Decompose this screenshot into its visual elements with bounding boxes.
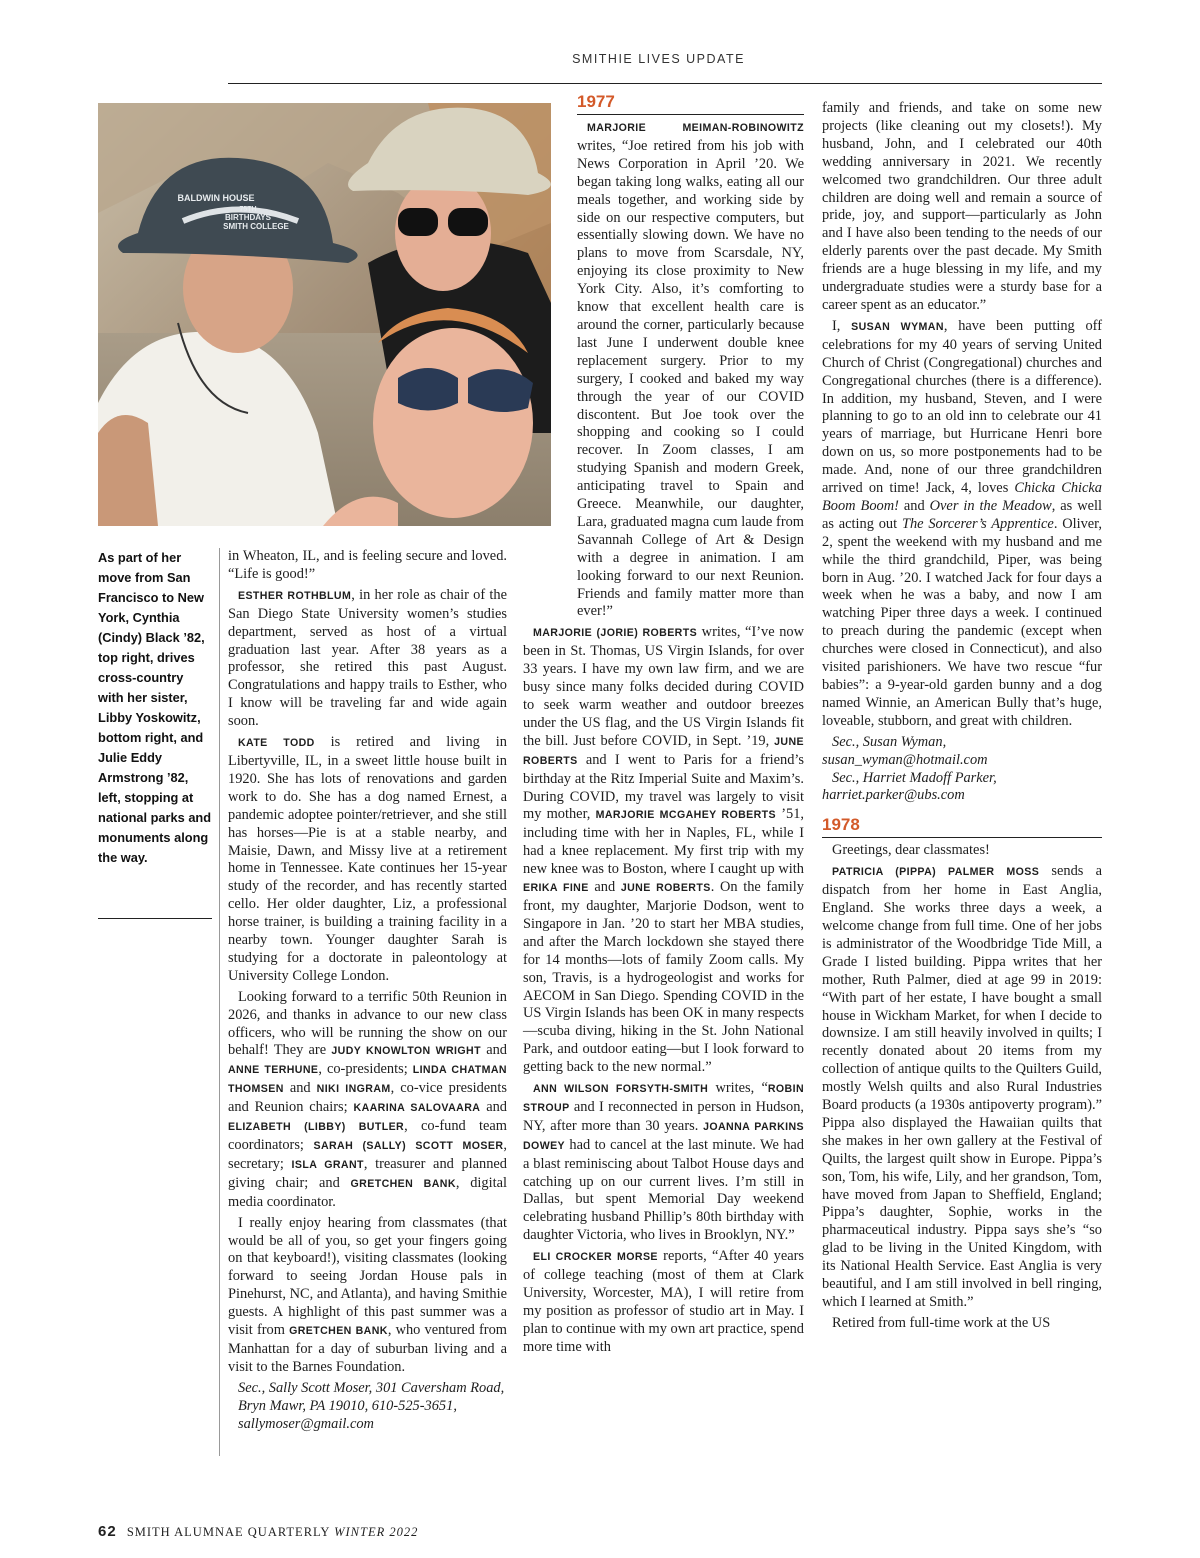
column-2 [523, 92, 804, 1360]
classmate-name: PATRICIA (PIPPA) PALMER MOSS [832, 866, 1040, 879]
book-title: Over in the Meadow [929, 497, 1052, 514]
section-header: SMITHIE LIVES UPDATE [572, 52, 745, 66]
issue-label: WINTER 2022 [334, 1525, 419, 1539]
paragraph: in Wheaton, IL, and is feeling secure and loved. “Life is good!” [228, 548, 507, 582]
text: I, [832, 317, 852, 334]
page-number: 62 [98, 1523, 117, 1540]
classmate-name: ANNE TERHUNE [228, 1064, 319, 1077]
text: and [588, 879, 621, 896]
classmate-name: KATE TODD [238, 737, 315, 750]
magazine-title: SMITH ALUMNAE QUARTERLY [126, 1525, 330, 1539]
classmate-name: GRETCHEN BANK [289, 1325, 388, 1338]
secretary-email: susan_wyman@hotmail.com [822, 751, 988, 768]
paragraph [822, 318, 1102, 731]
text: writes, “ [708, 1080, 768, 1097]
text: , treasurer and planned giving chair; and [228, 1155, 507, 1191]
column-3 [822, 100, 1102, 1336]
class-year-heading: 1977 [577, 92, 804, 115]
classmate-name: JOANNA PARKINS DOWEY [523, 1120, 804, 1152]
paragraph [228, 734, 507, 986]
text: . On the family front, my daughter, Marjorie Dodson, went to Singapore in Jan. ’20 to start her MBA studies, and after the March lockdown she stayed there for 14 months—lots of family Zoom calls. My son, Travis, is a hydrogeologist and works for AECOM in San Diego. Spending COVID in the US Virgin Islands has been OK in many respects—scuba diving, hiking in the St. John National Park, and outdoor eating—but I look forward to getting back to the new normal.” [523, 879, 804, 1076]
paragraph: family and friends, and take on some new projects (like cleaning out my closets!). My husband, John, and I celebrated our 40th wedding anniversary in 2021. We recently welcomed two grandchildren. Our three adult children are doing well and remain a source of pride, joy, and support—particularly as John and I have also been tending to the needs of our elderly parents over the past decade. My Smith friends are a huge blessing in my life, and my undergraduate studies were a sturdy base for a career spent as an educator.” [822, 100, 1102, 313]
class-secretary: Sec., Sally Scott Moser, 301 Caversham Road, Bryn Mawr, PA 19010, 610-525-3651, sallymoser@gmail.com [238, 1379, 505, 1432]
column-1 [228, 548, 507, 1434]
classmate-name: JUNE ROBERTS [523, 735, 804, 767]
text: reports, “After 40 years of college teaching (most of them at Clark University, Worcester, MA), I will retire from my position as professor of studio art in May. I plan to continue with my own art practice, spend more time with [523, 1248, 805, 1355]
paragraph [523, 1248, 804, 1356]
paragraph [523, 1080, 804, 1245]
text: , co-vice presidents and Reunion chairs; [228, 1080, 507, 1116]
class-secretary: Sec., Susan Wyman, [832, 733, 947, 750]
text: , co-presidents; [318, 1061, 413, 1078]
text: , in her role as chair of the San Diego State University women’s studies department, served as host of a virtual graduation last year. After 38 years as a professor, she retired this past August. Congratulations and happy trails to Esther, who I know will be traveling far and wide again soon. [228, 586, 507, 730]
text: , have been putting off celebrations for my 40 years of serving United Church of Christ (Congregational) churches and Congregational churches (there is a difference). In addition, my husband, Steven, and I were planning to go to an old inn to celebrate our 41 years of marriage, but Hurricane Henri bore down on us, so more postponements had to be made. And, none of our three grandchildren arrived on time! Jack, 4, loves [822, 317, 1102, 497]
paragraph: Retired from full-time work at the US [832, 1314, 1051, 1331]
classmate-name: LINDA CHATMAN THOMSEN [228, 1064, 507, 1096]
hat-lettering: BIRTHDAYS [225, 213, 271, 222]
text: , secretary; [228, 1137, 507, 1172]
paragraph: Greetings, dear classmates! [832, 842, 990, 859]
hat-lettering: SMITH COLLEGE [223, 222, 289, 231]
book-title: The Sorcerer’s Apprentice [901, 515, 1054, 532]
page-footer [98, 1523, 418, 1540]
classmate-name: SARAH (SALLY) SCOTT MOSER [313, 1140, 504, 1152]
classmate-name: MARJORIE (JORIE) ROBERTS [533, 627, 698, 640]
text: and [480, 1042, 507, 1059]
text: writes, “I’ve now been in St. Thomas, US Virgin Islands, for over 33 years. I have my own law firm, and we are busy since many folks decided during COVID to seek warm weather and outdoor breezes under the US flag, and the US Virgin Islands fit the bill. Just before COVID, in Sept. ’19, [523, 624, 805, 749]
classmate-name: NIKI INGRAM [316, 1083, 391, 1096]
paragraph [523, 624, 804, 1077]
classmate-name: JUDY KNOWLTON WRIGHT [331, 1045, 481, 1058]
text: and I went to Paris for a friend’s birthday at the Ritz Imperial Suite and Maxim’s. During COVID, my travel was largely to visit my mother, [523, 751, 804, 823]
classmate-name: ELI CROCKER MORSE [533, 1251, 658, 1264]
text: is retired and living in Libertyville, IL, in a sweet little house built in 1920. She has lots of renovations and garden work to do. She has a dog named Ernest, a pandemic adoptee pointer/retriever, and she still has horses—Pie is at a stable nearby, and Maisie, Dawn, and Missy live at a retirement home in Tennessee. Kate continues her 15-year study of the recorder, and has recently started cello. Her older daughter, Liz, a professional horse trainer, is building a training facility in a nearby town. Younger daughter Sarah is studying for a doctorate in paleontology at University College London. [228, 734, 507, 984]
classmate-name: GRETCHEN BANK [350, 1177, 456, 1190]
text: writes, “Joe retired from his job with News Corporation in April ’20. We began taking long walks, eating all our meals together, and working side by side on our respective computers, but essentially slowing down. We have no plans to move from Scarsdale, NY, enjoying its close proximity to New York City. Also, it’s comforting to know that excellent health care is around the corner, particularly because last June I underwent double knee replacement surgery. Prior to my surgery, I cooked and baked my way through the year of our COVID discontent. But Joe took over the shopping and cooking so I could recover. In Zoom classes, I am studying Spanish and modern Greek, anticipating travel to Spain and Greece. Meanwhile, our daughter, Lara, graduated magna cum laude from Savannah College of Art & Design with a degree in animation. I am looking forward to our next Reunion. Friends and family matter more than ever!” [577, 137, 804, 620]
photo-caption: As part of her move from San Francisco to New York, Cynthia (Cindy) Black ’82, top right, drives cross-country with her sister, Libby Yoskowitz, bottom right, and Julie Eddy Armstrong ’82, left, stopping at national parks and monuments along the way. [98, 550, 212, 865]
text: I really enjoy hearing from classmates (that would be all of you, so get your fingers going on that keyboard!), visiting classmates (looking forward to seeing Jordan House pals in Pinehurst, NC, and Atlanta), and having Smithie guests. A highlight of this past summer was a visit from [228, 1214, 507, 1339]
classmate-name: ANN WILSON FORSYTH-SMITH [533, 1083, 709, 1096]
text: and I reconnected in person in Hudson, NY, after more than 30 years. [523, 1098, 804, 1134]
classmate-name: ISLA GRANT [291, 1158, 364, 1171]
column-divider [219, 548, 220, 1456]
classmate-name: ROBIN STROUP [523, 1083, 804, 1114]
class-year-heading: 1978 [822, 815, 1102, 838]
hat-lettering: BALDWIN HOUSE [177, 193, 255, 203]
hat-lettering: 75TH [239, 206, 257, 213]
text: and [898, 497, 930, 514]
header-rule [228, 83, 1102, 84]
text: , digital media coordinator. [228, 1174, 508, 1210]
photo-three-women-selfie [98, 103, 551, 526]
paragraph [228, 989, 507, 1212]
classmate-name: MARJORIE MEIMAN-ROBINOWITZ [587, 122, 804, 134]
classmate-name: ELIZABETH (LIBBY) BUTLER [228, 1121, 405, 1134]
secretary-email: harriet.parker@ubs.com [822, 787, 965, 804]
text: . Oliver, 2, spent the weekend with my husband and me while the third grandchild, Piper, was being born in Aug. ’20. I watched Jack for four days a week when he was a baby, and now I am watching Piper three days a week. I continued to preach during the pandemic (except when churches were closed in Connecticut), and also visited parishioners. We have two rescue “fur babies”: a 9-year-old garden bunny and a dog named Winnie, an American Bully that’s huge, loveable, stubborn, and great with children. [822, 515, 1102, 729]
paragraph [577, 119, 804, 621]
photo-illustration [98, 103, 551, 526]
paragraph [228, 587, 507, 731]
classmate-name: ESTHER ROTHBLUM [238, 589, 352, 602]
classmate-name: JUNE ROBERTS [620, 882, 711, 895]
text: sends a dispatch from her home in East Anglia, England. She works three days a week, a welcome change from full time. One of her jobs is administrator of the Woodbridge Tide Mill, a Grade I listed building. Pippa writes that her mother, Ruth Palmer, died at age 99 in 2019: “With part of her estate, I have bought a small house in Wickham Market, for when I decide to downsize. I am still heavily involved in quilts; I recently donated about 20 items from my collection of antique quilts to the Quilters Guild, mostly Welsh quilts and also Rural Industries Board products (a 1930s antipoverty program).” Pippa also displayed the Hawaiian quilts that she makes in her own gallery at the Festival of Quilts, the largest quilt show in Europe. Pippa’s son, Tom, his wife, Lily, and her grandson, Tom, have moved from Japan to Sheffield, England; Pippa’s daughter, Sophie, works in the pharmaceutical industry. Pippa says she’s “so glad to be living in the United Kingdom, with its National Health Service. East Anglia is very beautiful, and I am still involved in bell ringing, which I learned at Smith.” [822, 863, 1102, 1310]
text: , who ventured from Manhattan for a day of suburban living and a visit to the Barnes Foundation. [228, 1322, 507, 1375]
classmate-name: KAARINA SALOVAARA [353, 1102, 481, 1115]
caption-rule [98, 918, 212, 919]
text: , as well as acting out [822, 497, 1102, 532]
text: had to cancel at the last minute. We had a blast reminiscing about Talbot House days and catching up on our current lives. I’m still in Dallas, but spent Memorial Day weekend celebrating husband Phillip’s 80th birthday with daughter Victoria, who lives in Brooklyn, NY.” [523, 1136, 804, 1244]
classmate-name: SUSAN WYMAN [851, 320, 944, 333]
classmate-name: ERIKA FINE [523, 882, 589, 895]
paragraph [228, 1215, 507, 1377]
text: , co-fund team coordinators; [228, 1118, 507, 1153]
classmate-name: MARJORIE MCGAHEY ROBERTS [595, 809, 776, 822]
text: and [283, 1080, 317, 1097]
class-secretary: Sec., Harriet Madoff Parker, [832, 769, 997, 786]
book-title: Chicka Chicka Boom Boom! [822, 480, 1103, 514]
text: ’51, including time with her in Naples, FL, while I had a knee replacement. My first trip with my new knee was to Boston, where I caught up with [523, 806, 804, 878]
paragraph [822, 863, 1102, 1312]
text: and [480, 1099, 507, 1116]
text: Looking forward to a terrific 50th Reunion in 2026, and thanks in advance to our new class officers, who will be running the show on our behalf! They are [228, 988, 507, 1059]
